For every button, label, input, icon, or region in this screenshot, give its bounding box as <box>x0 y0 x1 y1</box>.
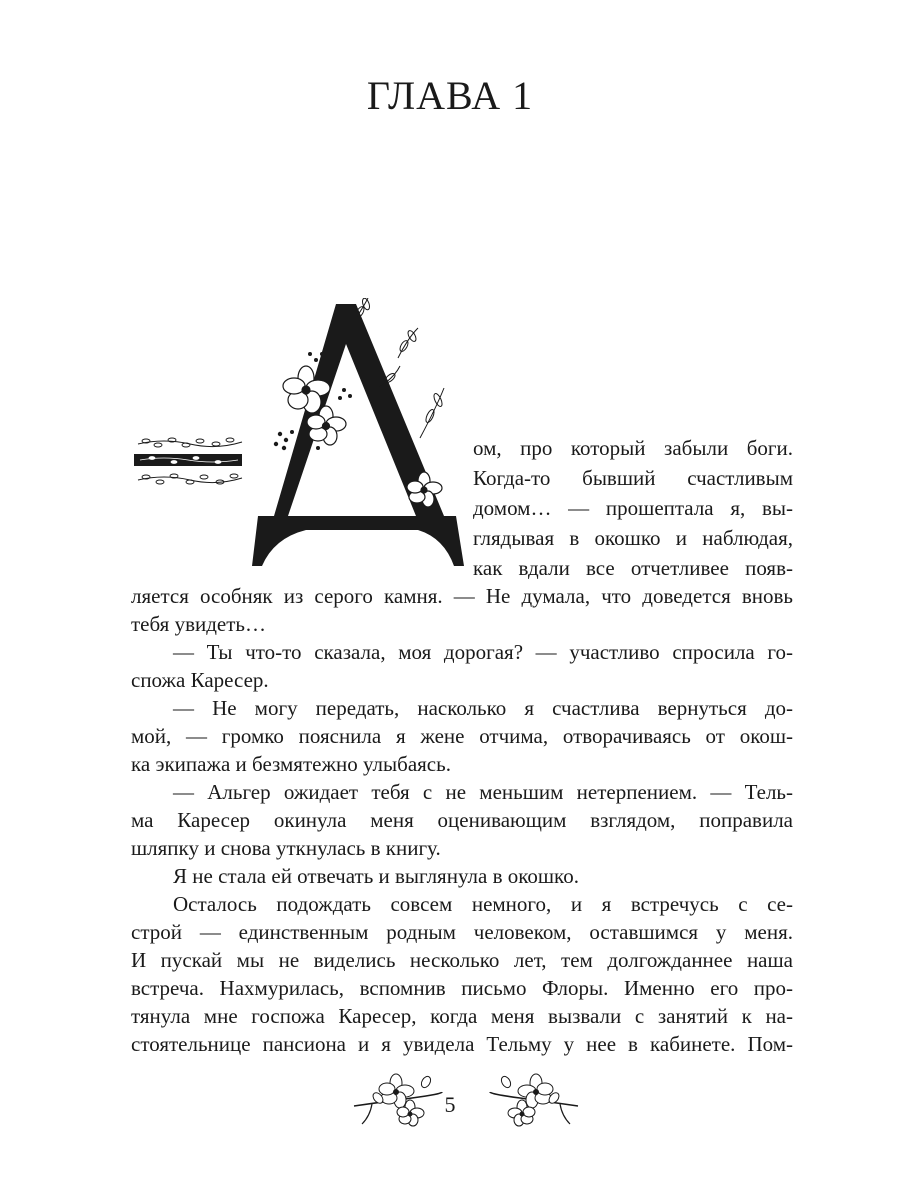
text-line: Осталось подождать совсем немного, и я встречусь с се- <box>173 892 793 916</box>
text-line: стоятельнице пансиона и я увидела Тельму у нее в кабинете. Пом- <box>131 1032 793 1056</box>
dropcap-letter <box>252 304 464 566</box>
text-line: тянула мне госпожа Каресер, когда меня вызвали с занятий к на- <box>131 1004 793 1028</box>
text-line: Я не стала ей отвечать и выглянула в окошко. <box>173 864 579 888</box>
text-line: — Альгер ожидает тебя с не меньшим нетерпением. — Тель- <box>173 780 793 804</box>
floral-ornament-icon <box>134 436 244 488</box>
text-line: ка экипажа и безмятежно улыбаясь. <box>131 752 451 776</box>
chapter-title: ГЛАВА 1 <box>366 73 534 118</box>
text-line: — Ты что-то сказала, моя дорогая? — участливо спросила го- <box>173 640 793 664</box>
text-line: ма Каресер окинула меня оценивающим взглядом, поправила <box>131 808 793 832</box>
text-line: ом, про который забыли боги. <box>473 436 793 460</box>
page-number: 5 <box>444 1092 456 1117</box>
text-line: как вдали все отчетливее появ- <box>473 556 793 580</box>
text-line: глядывая в окошко и наблюдая, <box>473 526 793 550</box>
text-line: встреча. Нахмурилась, вспомнив письмо Флоры. Именно его про- <box>131 976 793 1000</box>
floral-branch-icon <box>488 1072 580 1132</box>
text-line: строй — единственным родным человеком, оставшимся у меня. <box>131 920 793 944</box>
text-line: спожа Каресер. <box>131 668 269 692</box>
text-line: Когда-то бывший счастливым <box>473 466 793 490</box>
text-line: домом… — прошептала я, вы- <box>473 496 793 520</box>
dropcap-letter-illustration <box>248 298 470 568</box>
text-line: мой, — громко пояснила я жене отчима, отворачиваясь от окош- <box>131 724 793 748</box>
text-line: — Не могу передать, насколько я счастлива вернуться до- <box>173 696 793 720</box>
text-line: тебя увидеть… <box>131 612 266 636</box>
text-line: шляпку и снова уткнулась в книгу. <box>131 836 441 860</box>
text-line: И пускай мы не виделись несколько лет, тем долгожданнее наша <box>131 948 793 972</box>
text-line: ляется особняк из серого камня. — Не думала, что доведется вновь <box>131 584 793 608</box>
